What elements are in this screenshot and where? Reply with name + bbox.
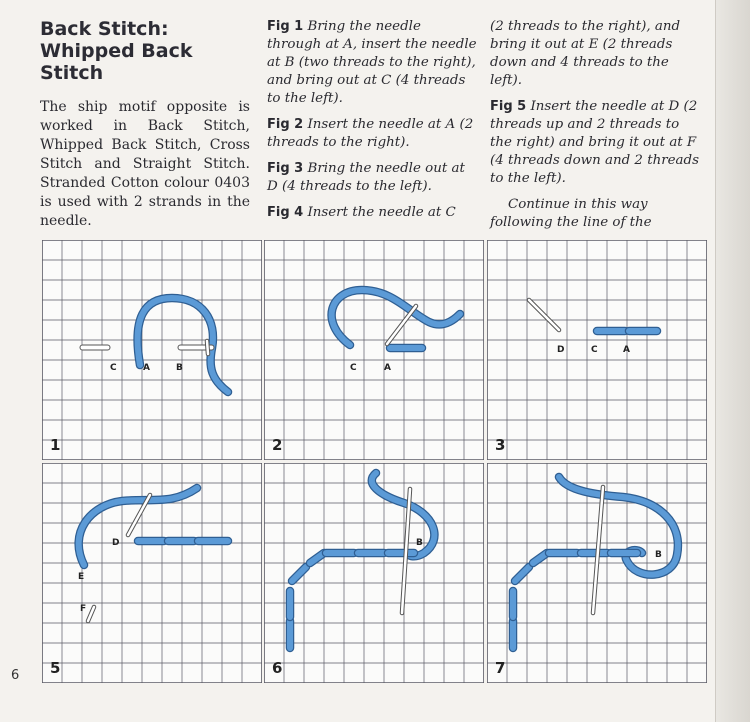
step-label: Fig 3 [267, 161, 304, 176]
figure-number: 7 [495, 659, 506, 677]
step-text: Insert the needle at C [303, 205, 456, 220]
figure-2 [264, 240, 484, 460]
figure-5 [42, 463, 262, 683]
step-text: Insert the needle at A (2 threads to the right). [267, 117, 474, 150]
step-text: (2 threads to the right), and bring it out at E (2 threads down and 4 threads to the left). [490, 19, 681, 88]
stitch-label: B [416, 538, 423, 548]
step-label: Fig 1 [267, 19, 304, 34]
stitch-label: A [623, 345, 630, 355]
stitch-label: A [143, 363, 150, 373]
figure-number: 6 [272, 659, 283, 677]
figure-6 [264, 463, 484, 683]
step-text: Continue in this way following the line of the [490, 197, 652, 230]
stitch-label: E [78, 572, 85, 582]
step-text: Bring the needle out at D (4 threads to the left). [267, 161, 465, 194]
step-continue [490, 196, 702, 232]
stitch-label: C [110, 363, 117, 373]
stitch-label: F [80, 604, 87, 614]
stitch-label: A [384, 363, 391, 373]
figure-7 [487, 463, 707, 683]
stitch-label: D [557, 345, 565, 355]
figure-1 [42, 240, 262, 460]
step-fig-4-cont [490, 18, 702, 90]
grid [42, 240, 262, 460]
grid [264, 240, 484, 460]
stitch [80, 345, 110, 350]
step-fig-1 [267, 18, 479, 108]
thread [533, 553, 547, 563]
instructions-column-2 [490, 18, 702, 240]
step-text: Bring the needle through at A, insert the needle at B (two threads to the right), and bring out at C (4 threads to the left). [267, 19, 477, 106]
page-edge [715, 0, 750, 722]
page-title: Back Stitch: Whipped Back Stitch [40, 18, 193, 84]
needle [529, 300, 559, 330]
figure-number: 3 [495, 436, 506, 454]
step-fig-5 [490, 98, 702, 188]
thread [310, 553, 324, 563]
figure-number: 5 [50, 659, 61, 677]
step-label: Fig 2 [267, 117, 304, 132]
stitch-label: B [655, 550, 662, 560]
figure-3 [487, 240, 707, 460]
stitch-label: B [176, 363, 183, 373]
page-number: 6 [11, 668, 20, 683]
instructions-column-1 [267, 18, 479, 230]
figure-number: 2 [272, 436, 283, 454]
stitch-label: D [112, 538, 120, 548]
step-fig-3 [267, 160, 479, 196]
thread [372, 473, 435, 556]
step-label: Fig 5 [490, 99, 527, 114]
needle [207, 341, 208, 354]
thread [332, 290, 460, 345]
step-text: Insert the needle at D (2 threads up and 2 threads to the right) and bring it out at F (4 threads down and 2 threads to the left). [490, 99, 699, 186]
step-label: Fig 4 [267, 205, 304, 220]
intro-paragraph: The ship motif opposite is worked in Back Stitch, Whipped Back Stitch, Cross Stitch and Straight Stitch. Stranded Cotton colour 0403 is used with 2 strands in the needle. [40, 99, 250, 229]
stitch-label: C [350, 363, 357, 373]
thread [79, 488, 197, 565]
figure-number: 1 [50, 436, 61, 454]
step-fig-4 [267, 204, 479, 222]
stitch-label: C [591, 345, 598, 355]
needle [387, 306, 416, 344]
step-fig-2 [267, 116, 479, 152]
